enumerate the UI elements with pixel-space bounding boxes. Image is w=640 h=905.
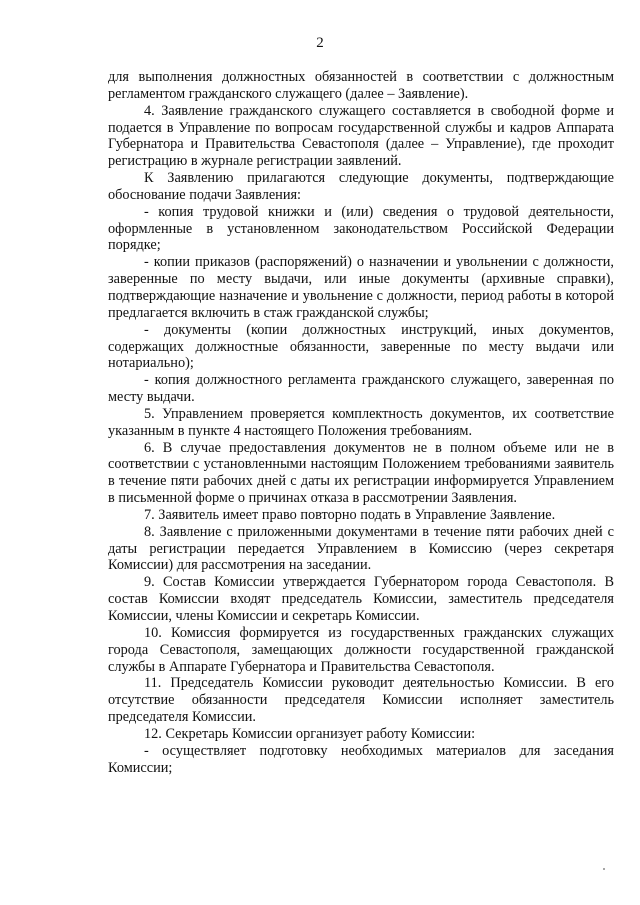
list-item-labor-book: - копия трудовой книжки и (или) сведения о трудовой деятельности, оформленные в установленном законодательством Российской Федерации порядке;	[108, 203, 614, 254]
paragraph-item-4: 4. Заявление гражданского служащего составляется в свободной форме и подается в Управление по вопросам государственной службы и кадров Аппарата Губернатора и Правительства Севастополя (далее – Управление), где проходит регистрацию в журнале регистрации заявлений.	[108, 102, 614, 170]
paragraph-item-5: 5. Управлением проверяется комплектность документов, их соответствие указанным в пункте 4 настоящего Положения требованиям.	[108, 405, 614, 439]
paragraph-item-7: 7. Заявитель имеет право повторно подать в Управление Заявление.	[144, 506, 556, 523]
paragraph-item-11: 11. Председатель Комиссии руководит деятельностью Комиссии. В его отсутствие обязанности председателя Комиссии исполняет заместитель председателя Комиссии.	[108, 675, 614, 726]
page-number: 2	[316, 35, 324, 51]
list-item-orders: - копии приказов (распоряжений) о назначении и увольнении с должности, заверенные по месту выдачи, или иные документы (архивные справки), подтверждающие назначение и увольнение с должности, период работы в которой предлагается включить в стаж гражданской службы;	[108, 254, 614, 321]
paragraph-attachments-intro: К Заявлению прилагаются следующие документы, подтверждающие обоснование подачи Заявления:	[108, 170, 614, 203]
document-body	[108, 69, 614, 776]
list-item-secretary-duty: - осуществляет подготовку необходимых материалов для заседания Комиссии;	[108, 742, 614, 776]
scan-speck	[603, 868, 605, 870]
paragraph-continuation: для выполнения должностных обязанностей в соответствии с должностным регламентом гражданского служащего (далее – Заявление).	[108, 69, 614, 102]
paragraph-item-10: 10. Комиссия формируется из государственных гражданских служащих города Севастополя, замещающих должности государственной гражданской службы в Аппарате Губернатора и Правительства Севастополя.	[108, 624, 614, 675]
paragraph-item-12: 12. Секретарь Комиссии организует работу Комиссии:	[144, 725, 476, 742]
list-item-regulation: - копия должностного регламента гражданского служащего, заверенная по месту выдачи.	[108, 372, 614, 406]
paragraph-item-8: 8. Заявление с приложенными документами в течение пяти рабочих дней с даты регистрации передается Управлением в Комиссию (через секретаря Комиссии) для рассмотрения на заседании.	[108, 523, 614, 574]
paragraph-item-6: 6. В случае предоставления документов не в полном объеме или не в соответствии с установленными настоящим Положением требованиями заявитель в течение пяти рабочих дней с даты их регистрации информируется Управлением в письменной форме о причинах отказа в рассмотрении Заявления.	[108, 439, 614, 507]
list-item-documents: - документы (копии должностных инструкций, иных документов, содержащих должностные обязанности, заверенные по месту выдачи или нотариально);	[108, 321, 614, 372]
paragraph-item-9: 9. Состав Комиссии утверждается Губернатором города Севастополя. В состав Комиссии входят председатель Комиссии, заместитель председателя Комиссии, члены Комиссии и секретарь Комиссии.	[108, 574, 614, 624]
